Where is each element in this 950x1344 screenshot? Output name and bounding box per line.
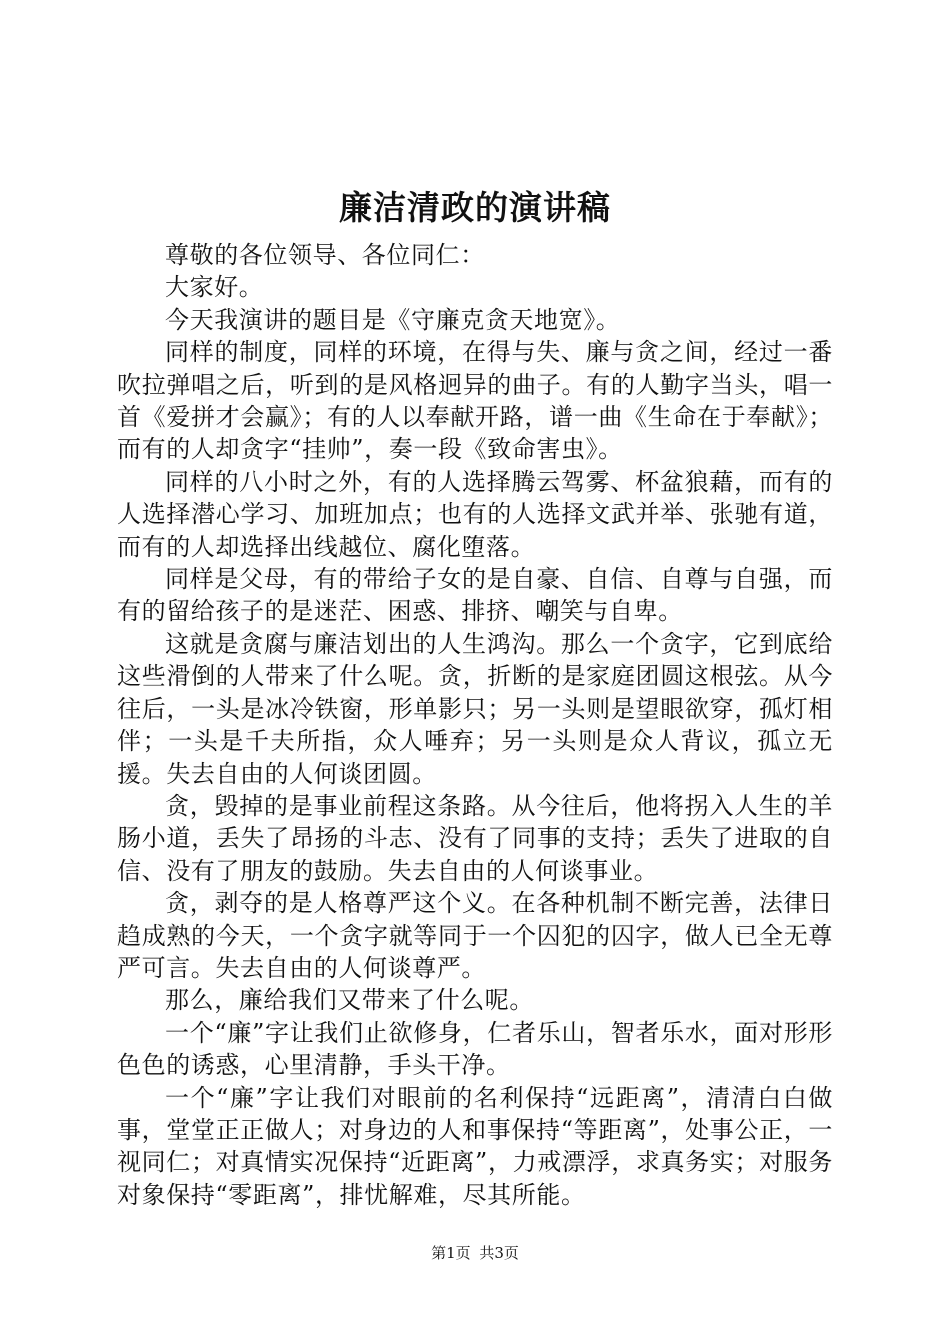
paragraph-greeting: 大家好。 [165,273,264,302]
paragraph: 一个“廉”字让我们止欲修身，仁者乐山，智者乐水，面对形形色色的诱惑，心里清静，手头干净。 [117,1018,833,1080]
document-body [117,239,833,1211]
paragraph: 同样的八小时之外，有的人选择腾云驾雾、杯盆狼藉，而有的人选择潜心学习、加班加点；也有的人选择文武并举、张驰有道，而有的人却选择出线越位、腐化堕落。 [117,467,833,561]
document-title: 廉洁清政的演讲稿 [339,188,611,227]
page-total: 共3页 [479,1244,519,1262]
paragraph: 这就是贪腐与廉洁划出的人生鸿沟。那么一个贪字，它到底给这些滑倒的人带来了什么呢。贪，折断的是家庭团圆这根弦。从今往后，一头是冰冷铁窗，形单影只；另一头则是望眼欲穿，孤灯相伴；一头是千夫所指，众人唾弃；另一头则是众人背议，孤立无援。失去自由的人何谈团圆。 [117,629,833,788]
paragraph: 贪，剥夺的是人格尊严这个义。在各种机制不断完善，法律日趋成熟的今天，一个贪字就等同于一个囚犯的囚字，做人已全无尊严可言。失去自由的人何谈尊严。 [117,889,833,982]
page-number: 第1页 [431,1244,471,1262]
paragraph: 同样是父母，有的带给子女的是自豪、自信、自尊与自强，而有的留给孩子的是迷茫、困惑、排挤、嘲笑与自卑。 [117,565,833,626]
paragraph: 同样的制度，同样的环境，在得与失、廉与贪之间，经过一番吹拉弹唱之后，听到的是风格迥异的曲子。有的人勤字当头，唱一首《爱拼才会赢》；有的人以奉献开路，谱一曲《生命在于奉献》；而有的人却贪字“挂帅”，奏一段《致命害虫》。 [117,338,833,464]
paragraph: 那么，廉给我们又带来了什么呢。 [165,986,534,1015]
page-footer [0,1243,950,1263]
paragraph-topic: 今天我演讲的题目是《守廉克贪天地宽》。 [165,305,621,334]
paragraph-salutation: 尊敬的各位领导、各位同仁： [165,241,485,269]
paragraph: 一个“廉”字让我们对眼前的名利保持“远距离”，清清白白做事，堂堂正正做人；对身边的人和事保持“等距离”，处事公正，一视同仁；对真情实况保持“近距离”，力戒漂浮，求真务实；对服务对象保持“零距离”，排忧解难，尽其所能。 [117,1083,833,1209]
paragraph: 贪，毁掉的是事业前程这条路。从今往后，他将拐入人生的羊肠小道，丢失了昂扬的斗志、没有了同事的支持；丢失了进取的自信、没有了朋友的鼓励。失去自由的人何谈事业。 [117,791,833,885]
